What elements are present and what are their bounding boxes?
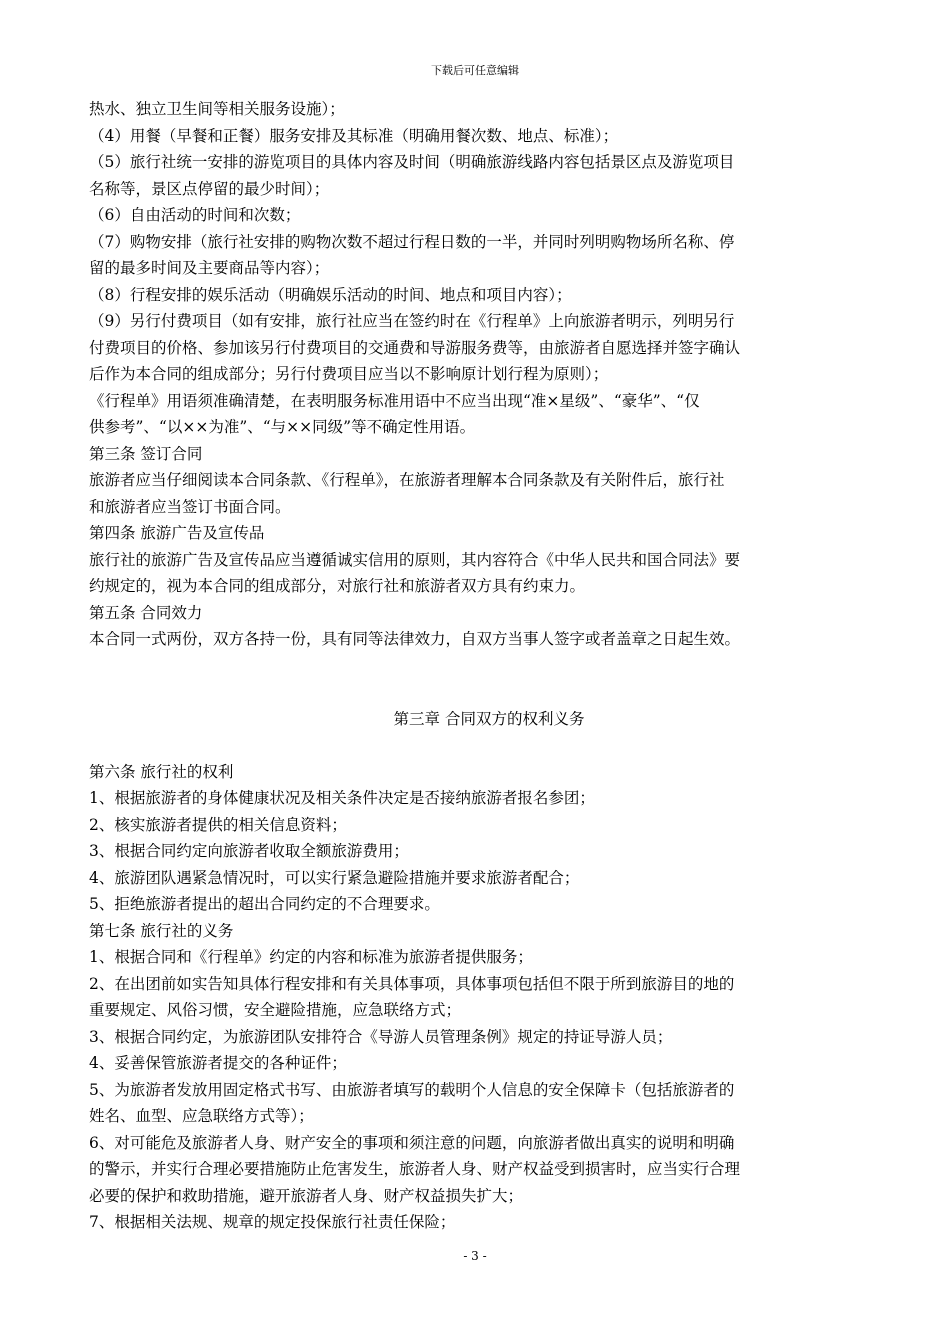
text-line: 1、根据旅游者的身体健康状况及相关条件决定是否接纳旅游者报名参团； <box>89 789 595 807</box>
article-heading: 第七条 旅行社的义务 <box>89 921 234 940</box>
article-heading: 第六条 旅行社的权利 <box>89 762 234 781</box>
text-line: 付费项目的价格、参加该另行付费项目的交通费和导游服务费等，由旅游者自愿选择并签字确认 <box>89 338 741 357</box>
text-line: 热水、独立卫生间等相关服务设施）； <box>89 100 345 118</box>
text-line: 7、根据相关法规、规章的规定投保旅行社责任保险； <box>89 1213 456 1231</box>
blank-line <box>89 679 889 706</box>
text-line: 3、根据合同约定向旅游者收取全额旅游费用； <box>89 842 409 860</box>
text-line: 和旅游者应当签订书面合同。 <box>89 497 291 516</box>
blank-line <box>89 732 889 759</box>
text-line: 供参考”、“以××为准”、“与××同级”等不确定性用语。 <box>89 418 476 436</box>
text-line: 必要的保护和救助措施，避开旅游者人身、财产权益损失扩大； <box>89 1186 524 1205</box>
page-header: 下载后可任意编辑 <box>431 64 519 77</box>
text-line: 4、旅游团队遇紧急情况时，可以实行紧急避险措施并要求旅游者配合； <box>89 868 580 887</box>
text-line: 2、在出团前如实告知具体行程安排和有关具体事项，具体事项包括但不限于所到旅游目的地的 <box>89 974 735 993</box>
text-line: 5、为旅游者发放用固定格式书写、由旅游者填写的载明个人信息的安全保障卡（包括旅游者的 <box>89 1080 735 1099</box>
text-line: （8）行程安排的娱乐活动（明确娱乐活动的时间、地点和项目内容）； <box>89 285 572 304</box>
blank-line <box>89 653 889 680</box>
text-line: 6、对可能危及旅游者人身、财产安全的事项和须注意的问题，向旅游者做出真实的说明和明确 <box>89 1133 735 1152</box>
text-line: 的警示，并实行合理必要措施防止危害发生，旅游者人身、财产权益受到损害时，应当实行合理 <box>89 1160 741 1178</box>
article-heading: 第四条 旅游广告及宣传品 <box>89 524 265 542</box>
text-line: 4、妥善保管旅游者提交的各种证件； <box>89 1054 347 1072</box>
text-line: 2、核实旅游者提供的相关信息资料； <box>89 815 347 834</box>
document-body <box>89 96 889 1236</box>
page-number: - 3 - <box>463 1249 487 1263</box>
text-line: 1、根据合同和《行程单》约定的内容和标准为旅游者提供服务； <box>89 948 533 966</box>
text-line: 约规定的，视为本合同的组成部分，对旅行社和旅游者双方具有约束力。 <box>89 577 586 595</box>
text-line: （4）用餐（早餐和正餐）服务安排及其标准（明确用餐次数、地点、标准）； <box>89 126 619 145</box>
text-line: 3、根据合同约定，为旅游团队安排符合《导游人员管理条例》规定的持证导游人员； <box>89 1027 673 1046</box>
article-heading: 第三条 签订合同 <box>89 444 203 463</box>
text-line: 后作为本合同的组成部分；另行付费项目应当以不影响原计划行程为原则）； <box>89 365 609 383</box>
article-heading: 第五条 合同效力 <box>89 603 203 622</box>
text-line: （9）另行付费项目（如有安排，旅行社应当在签约时在《行程单》上向旅游者明示，列明另行 <box>89 312 735 330</box>
text-line: 旅游者应当仔细阅读本合同条款、《行程单》，在旅游者理解本合同条款及有关附件后，旅行社 <box>89 471 725 489</box>
text-line: 姓名、血型、应急联络方式等）； <box>89 1107 314 1125</box>
text-line: 《行程单》用语须准确清楚，在表明服务标准用语中不应当出现“准×星级”、“豪华”、“仅 <box>89 391 700 410</box>
text-line: （5）旅行社统一安排的游览项目的具体内容及时间（明确旅游线路内容包括景区点及游览项目 <box>89 153 735 171</box>
text-line: 重要规定、风俗习惯，安全避险措施，应急联络方式； <box>89 1001 462 1019</box>
text-line: 本合同一式两份，双方各持一份，具有同等法律效力，自双方当事人签字或者盖章之日起生效。 <box>89 630 741 648</box>
text-line: 留的最多时间及主要商品等内容）； <box>89 259 330 277</box>
text-line: 旅行社的旅游广告及宣传品应当遵循诚实信用的原则，其内容符合《中华人民共和国合同法》要 <box>89 550 741 569</box>
text-line: （6）自由活动的时间和次数； <box>89 206 301 224</box>
text-line: 5、拒绝旅游者提出的超出合同约定的不合理要求。 <box>89 895 440 913</box>
text-line: 名称等，景区点停留的最少时间）； <box>89 179 330 198</box>
text-line: （7）购物安排（旅行社安排的购物次数不超过行程日数的一半，并同时列明购物场所名称、停 <box>89 232 735 251</box>
chapter-title: 第三章 合同双方的权利义务 <box>393 709 585 728</box>
